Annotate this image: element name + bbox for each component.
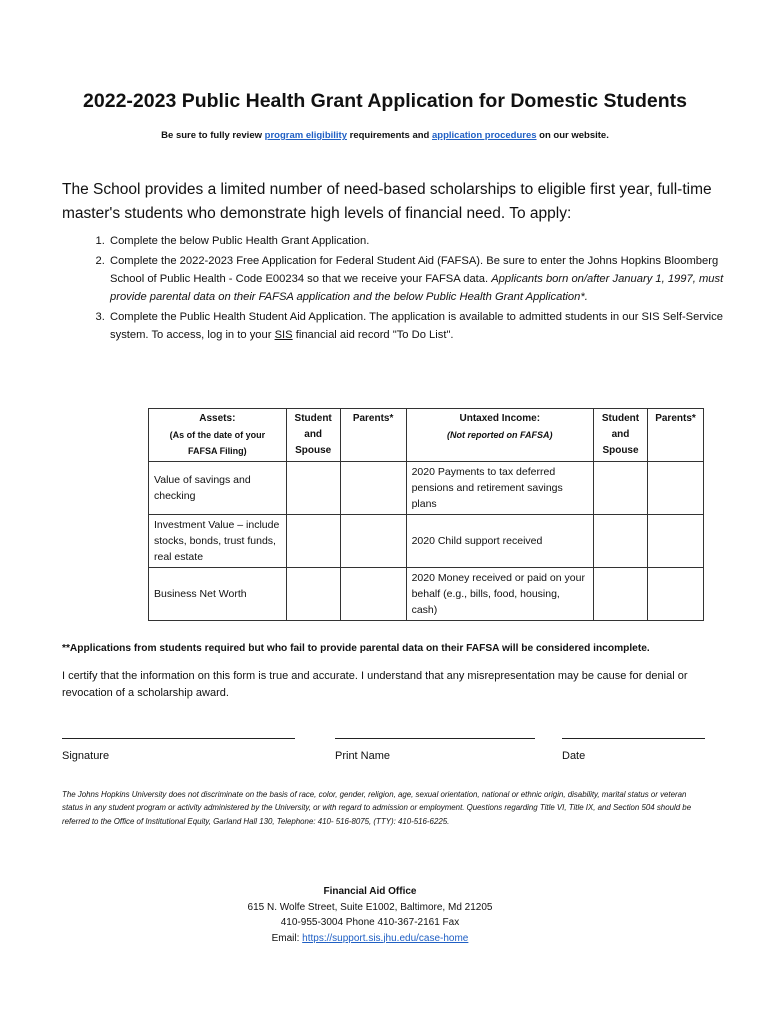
incomplete-application-note: **Applications from students required but who fail to provide parental data on their FAFSA will be considered incomplete. <box>62 643 650 654</box>
child-support-label: 2020 Child support received <box>406 515 593 568</box>
email-label: Email: <box>271 932 303 944</box>
step-3 <box>108 308 748 344</box>
step-2 <box>108 252 748 307</box>
savings-parents-input[interactable] <box>340 462 406 515</box>
subtitle <box>0 130 770 141</box>
money-received-parents-input[interactable] <box>647 568 703 621</box>
signature-line[interactable] <box>62 738 295 739</box>
tax-deferred-student-spouse-input[interactable] <box>594 462 648 515</box>
student-spouse-header: Student and Spouse <box>286 409 340 462</box>
sis-link[interactable]: SIS <box>274 329 293 342</box>
date-line[interactable] <box>562 738 705 739</box>
office-address: 615 N. Wolfe Street, Suite E1002, Baltimore, Md 21205 <box>247 901 493 913</box>
table-row <box>149 515 704 568</box>
office-email <box>160 931 580 947</box>
step-2-italic-text: Applicants born on/after January 1, 1997, must provide parental data on their FAFSA application and the below Public Health Grant Application*. <box>110 272 724 304</box>
tax-deferred-payments-label: 2020 Payments to tax deferred pensions and retirement savings plans <box>406 462 593 515</box>
money-received-student-spouse-input[interactable] <box>594 568 648 621</box>
step-3-text-before: Complete the Public Health Student Aid Application. The application is available to admitted students in our SIS Self-Service system. To access, log in to your <box>110 310 723 342</box>
savings-checking-label: Value of savings and checking <box>149 462 287 515</box>
certification-statement: I certify that the information on this form is true and accurate. I understand that any misrepresentation may be cause for denial or revocation of a scholarship award. <box>62 670 688 699</box>
parents-header: Parents* <box>340 409 406 462</box>
step-1-text: Complete the below Public Health Grant Application. <box>110 235 370 247</box>
application-procedures-link[interactable]: application procedures <box>432 130 537 141</box>
program-eligibility-link[interactable]: program eligibility <box>264 130 347 141</box>
support-email-link[interactable]: https://support.sis.jhu.edu/case-home <box>302 932 469 944</box>
assets-header: Assets: <box>199 413 236 424</box>
investment-parents-input[interactable] <box>340 515 406 568</box>
parents-header-2: Parents* <box>647 409 703 462</box>
office-name: Financial Aid Office <box>323 886 417 897</box>
step-3-text-after: financial aid record "To Do List". <box>292 329 454 342</box>
subtitle-text-after: on our website. <box>536 130 609 141</box>
print-name-line[interactable] <box>335 738 535 739</box>
table-row <box>149 568 704 621</box>
investment-student-spouse-input[interactable] <box>286 515 340 568</box>
subtitle-text-middle: requirements and <box>347 130 432 141</box>
page-title: 2022-2023 Public Health Grant Application for Domestic Students <box>83 90 687 112</box>
business-net-worth-label: Business Net Worth <box>149 568 287 621</box>
intro-paragraph: The School provides a limited number of need-based scholarships to eligible first year, full-time master's students who demonstrate high levels of financial need. To apply: <box>62 181 712 222</box>
untaxed-header: Untaxed Income: <box>459 413 541 424</box>
subtitle-text-before: Be sure to fully review <box>161 130 265 141</box>
child-support-parents-input[interactable] <box>647 515 703 568</box>
signature-label: Signature <box>62 750 110 762</box>
assets-subheader: (As of the date of your FAFSA Filing) <box>169 430 266 456</box>
money-received-label: 2020 Money received or paid on your behalf (e.g., bills, food, housing, cash) <box>406 568 593 621</box>
untaxed-header-cell <box>406 409 593 462</box>
application-steps <box>62 232 748 346</box>
business-parents-input[interactable] <box>340 568 406 621</box>
step-2-text: Complete the 2022-2023 Free Application for Federal Student Aid (FAFSA). Be sure to enter the Johns Hopkins Bloomberg School of Public Health - Code E00234 so that we receive your FAFSA data. <box>110 254 719 285</box>
business-student-spouse-input[interactable] <box>286 568 340 621</box>
savings-student-spouse-input[interactable] <box>286 462 340 515</box>
tax-deferred-parents-input[interactable] <box>647 462 703 515</box>
office-phone: 410-955-3004 Phone 410-367-2161 Fax <box>280 917 460 928</box>
step-1 <box>108 232 748 250</box>
date-label: Date <box>562 750 586 762</box>
non-discrimination-disclaimer: The Johns Hopkins University does not discriminate on the basis of race, color, gender, religion, age, sexual orientation, national or ethnic origin, disability, marital status or veteran status in any student program or activity administered by the University, or with regard to admission or employment. Questions regarding Title VI, Title IX, and Section 504 should be referred to the Office of Institutional Equity, Garland Hall 130, Telephone: 410- 516-8075, (TTY): 410-516-6225. <box>62 790 692 826</box>
untaxed-subheader: (Not reported on FAFSA) <box>447 430 553 440</box>
investment-value-label: Investment Value – include stocks, bonds, trust funds, real estate <box>149 515 287 568</box>
table-row <box>149 462 704 515</box>
child-support-student-spouse-input[interactable] <box>594 515 648 568</box>
financial-data-table <box>148 408 704 621</box>
print-name-label: Print Name <box>335 750 391 762</box>
office-contact-block <box>160 884 580 946</box>
assets-header-cell <box>149 409 287 462</box>
student-spouse-header-2: Student and Spouse <box>594 409 648 462</box>
